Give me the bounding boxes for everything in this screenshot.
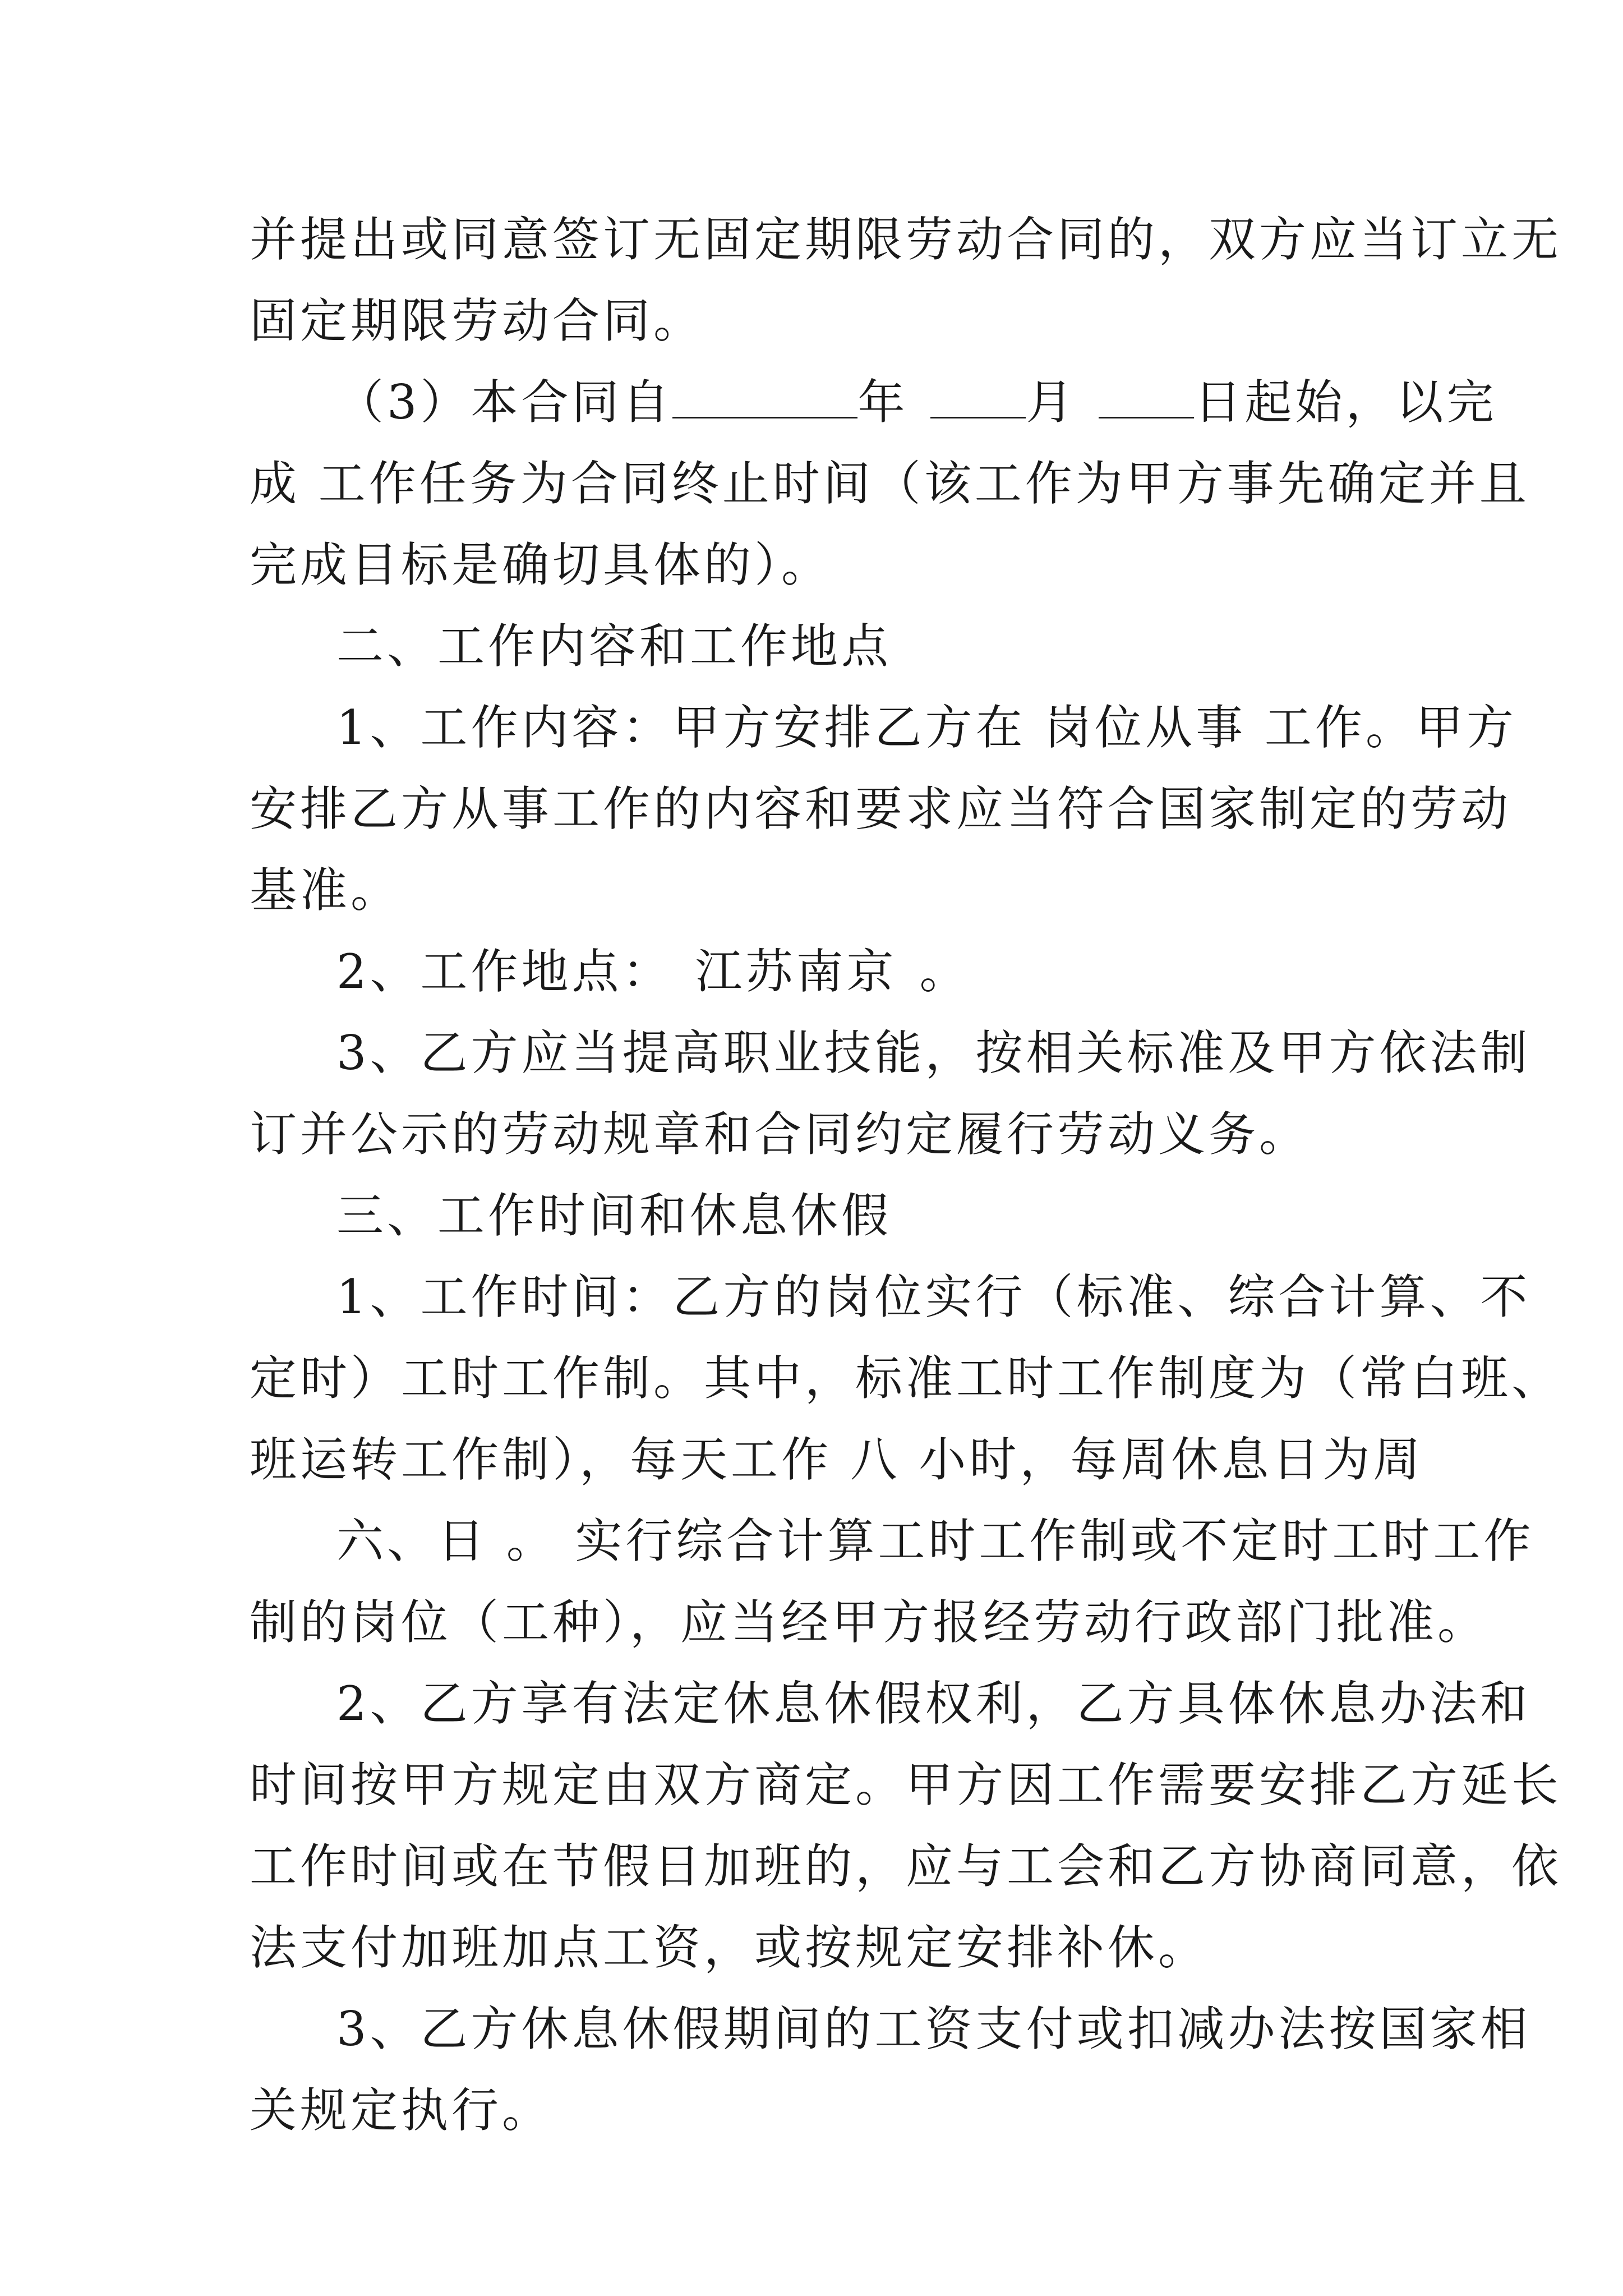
paragraph-line: 订并公示的劳动规章和合同约定履行劳动义务。: [250, 1107, 1310, 1162]
paragraph-line: 1、工作内容：甲方安排乙方在 岗位从事 工作。甲方: [336, 700, 1517, 755]
paragraph-line: 关规定执行。: [250, 2083, 553, 2138]
paragraph-line: 班运转工作制），每天工作 八 小时，每周休息日为周: [250, 1432, 1424, 1487]
month-label: 月: [1026, 375, 1077, 430]
paragraph-line: 时间按甲方规定由双方商定。甲方因工作需要安排乙方延长: [250, 1757, 1562, 1812]
paragraph-line: 2、乙方享有法定休息休假权利，乙方具体休息办法和: [336, 1676, 1531, 1731]
contract-term-line: [250, 362, 1497, 443]
year-label: 年: [857, 375, 909, 430]
work-location-end: 。: [919, 944, 970, 999]
paragraph-line: 工作时间或在节假日加班的，应与工会和乙方协商同意，依: [250, 1839, 1562, 1894]
paragraph-line: 3、乙方休息休假期间的工资支付或扣减办法按国家相: [336, 2001, 1531, 2056]
document-body: [250, 199, 1562, 2151]
work-location-value: 江苏南京: [695, 944, 897, 999]
paragraph-line: 制的岗位（工种），应当经甲方报经劳动行政部门批准。: [250, 1595, 1488, 1650]
paragraph-line: 安排乙方从事工作的内容和要求应当符合国家制定的劳动: [250, 781, 1512, 836]
paragraph-line: 3、乙方应当提高职业技能，按相关标准及甲方依法制: [336, 1025, 1531, 1080]
month-blank: [930, 380, 1026, 418]
day-label: 日起始，以完: [1194, 375, 1497, 430]
work-location-line: [250, 931, 1394, 1013]
paragraph-line: 基准。: [250, 863, 402, 918]
paragraph-line: 并提出或同意签订无固定期限劳动合同的，双方应当订立无: [250, 212, 1562, 267]
work-location-label: 2、工作地点：: [336, 944, 673, 999]
paragraph-line: 定时）工时工作制。其中，标准工时工作制度为（常白班、: [250, 1351, 1562, 1406]
section-heading: 三、工作时间和休息休假: [336, 1188, 892, 1243]
year-blank: [672, 380, 857, 418]
paragraph-line: 法支付加班加点工资，或按规定安排补休。: [250, 1920, 1209, 1975]
paragraph-line: 成 工作任务为合同终止时间（该工作为甲方事先确定并且: [250, 456, 1530, 511]
paragraph-line: 完成目标是确切具体的）。: [250, 537, 832, 592]
contract-term-prefix: （3）本合同自: [336, 375, 673, 430]
day-blank: [1099, 380, 1194, 418]
paragraph-line: 固定期限劳动合同。: [250, 293, 704, 348]
section-heading: 二、工作内容和工作地点: [336, 619, 892, 674]
paragraph-line: 六、日 。 实行综合计算工时工作制或不定时工时工作: [336, 1513, 1534, 1568]
paragraph-line: 1、工作时间：乙方的岗位实行（标准、综合计算、不: [336, 1269, 1531, 1324]
